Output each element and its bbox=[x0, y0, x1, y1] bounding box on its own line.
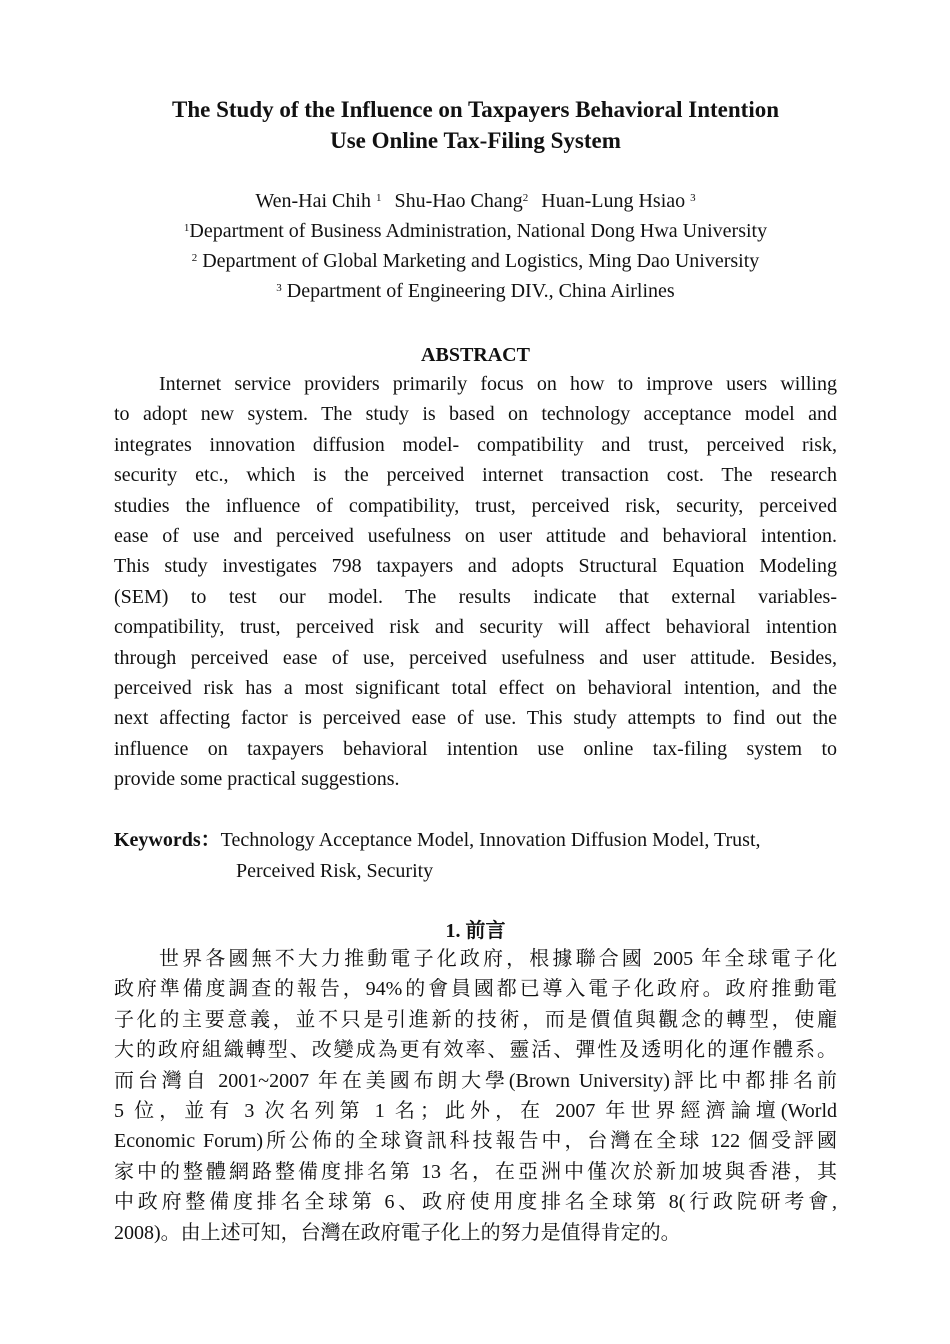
text-line: 子化的主要意義，並不只是引進新的技術，而是價值與觀念的轉型，使龐 bbox=[114, 1008, 837, 1031]
affiliation-mark: 1 bbox=[375, 192, 382, 204]
text-line: 世界各國無不大力推動電子化政府，根據聯合國 2005 年全球電子化 bbox=[159, 948, 837, 970]
text-line: 中政府整備度排名全球第 6、政府使用度排名全球第 8(行政院研考會, bbox=[114, 1191, 837, 1214]
title-line-2: Use Online Tax-Filing System bbox=[330, 128, 621, 153]
author-name: Shu-Hao Chang bbox=[394, 190, 523, 212]
author-name: Huan-Lung Hsiao bbox=[541, 190, 686, 212]
affiliation bbox=[114, 246, 837, 276]
keywords-block bbox=[114, 825, 837, 886]
affiliation-text: Department of Business Administration, National Dong Hwa University bbox=[189, 220, 768, 242]
text-line: provide some practical suggestions. bbox=[114, 768, 400, 791]
text-line: perceived risk has a most significant total effect on behavioral intention, and the bbox=[114, 676, 837, 699]
abstract-heading: ABSTRACT bbox=[421, 344, 530, 366]
section-heading: 1. 前言 bbox=[445, 920, 506, 942]
affiliation-text: Department of Engineering DIV., China Airlines bbox=[281, 280, 675, 302]
affiliation-mark: 2 bbox=[522, 192, 529, 204]
keywords-line bbox=[114, 825, 837, 856]
text-line: integrates innovation diffusion model- compatibility and trust, perceived risk, bbox=[114, 433, 837, 456]
text-line: next affecting factor is perceived ease of use. This study attempts to find out the bbox=[114, 707, 837, 730]
text-line: ease of use and perceived usefulness on user attitude and behavioral intention. bbox=[114, 524, 837, 547]
author bbox=[541, 190, 695, 212]
text-line: studies the influence of compatibility, trust, perceived risk, security, perceived bbox=[114, 494, 837, 517]
abstract-paragraph bbox=[114, 369, 837, 794]
text-line: Internet service providers primarily focus on how to improve users willing bbox=[159, 373, 837, 395]
text-line: compatibility, trust, perceived risk and security will affect behavioral intention bbox=[114, 616, 837, 639]
text-line: Economic Forum)所公佈的全球資訊科技報告中，台灣在全球 122 個受評國 bbox=[114, 1130, 837, 1153]
affiliation-mark: 3 bbox=[690, 192, 696, 204]
text-line: 而台灣自 2001~2007 年在美國布朗大學(Brown University)評比中都排名前 bbox=[114, 1069, 837, 1092]
text-line: (SEM) to test our model. The results indicate that external variables- bbox=[114, 585, 837, 608]
author bbox=[394, 190, 528, 212]
text-line: influence on taxpayers behavioral intention use online tax-filing system to bbox=[114, 737, 837, 760]
text-line: security etc., which is the perceived internet transaction cost. The research bbox=[114, 464, 837, 487]
text-line: 政府準備度調查的報告，94%的會員國都已導入電子化政府。政府推動電 bbox=[114, 978, 837, 1001]
affiliation-text: Department of Global Marketing and Logistics, Ming Dao University bbox=[197, 250, 760, 272]
affiliation-mark: 2 bbox=[191, 252, 198, 264]
keywords-text: Technology Acceptance Model, Innovation Diffusion Model, Trust, bbox=[220, 829, 761, 851]
text-line: 2008)。由上述可知，台灣在政府電子化上的努力是值得肯定的。 bbox=[114, 1221, 681, 1244]
paper-title bbox=[114, 94, 837, 156]
affiliation bbox=[114, 276, 837, 306]
author-name: Wen-Hai Chih bbox=[255, 190, 371, 212]
affiliation bbox=[114, 216, 837, 246]
introduction-paragraph bbox=[114, 944, 837, 1248]
author-list bbox=[114, 186, 837, 216]
text-line: This study investigates 798 taxpayers and adopts Structural Equation Modeling bbox=[114, 555, 837, 578]
author bbox=[255, 190, 381, 212]
text-line: 家中的整體網路整備度排名第 13 名，在亞洲中僅次於新加坡與香港，其 bbox=[114, 1160, 837, 1183]
keywords-label: Keywords： bbox=[114, 829, 221, 851]
text-line: through perceived ease of use, perceived usefulness and user attitude. Besides, bbox=[114, 646, 837, 669]
author-block bbox=[114, 186, 837, 306]
affiliation-mark: 1 bbox=[183, 222, 190, 234]
keywords-line: Perceived Risk, Security bbox=[236, 859, 434, 882]
text-line: 大的政府組織轉型、改變成為更有效率、靈活、彈性及透明化的運作體系。 bbox=[114, 1039, 837, 1062]
text-line: 5 位，並有 3 次名列第 1 名；此外，在 2007 年世界經濟論壇(World bbox=[114, 1099, 837, 1122]
title-line-1: The Study of the Influence on Taxpayers Behavioral Intention bbox=[171, 97, 780, 122]
affiliation-mark: 3 bbox=[276, 282, 282, 294]
text-line: to adopt new system. The study is based on technology acceptance model and bbox=[114, 403, 837, 426]
